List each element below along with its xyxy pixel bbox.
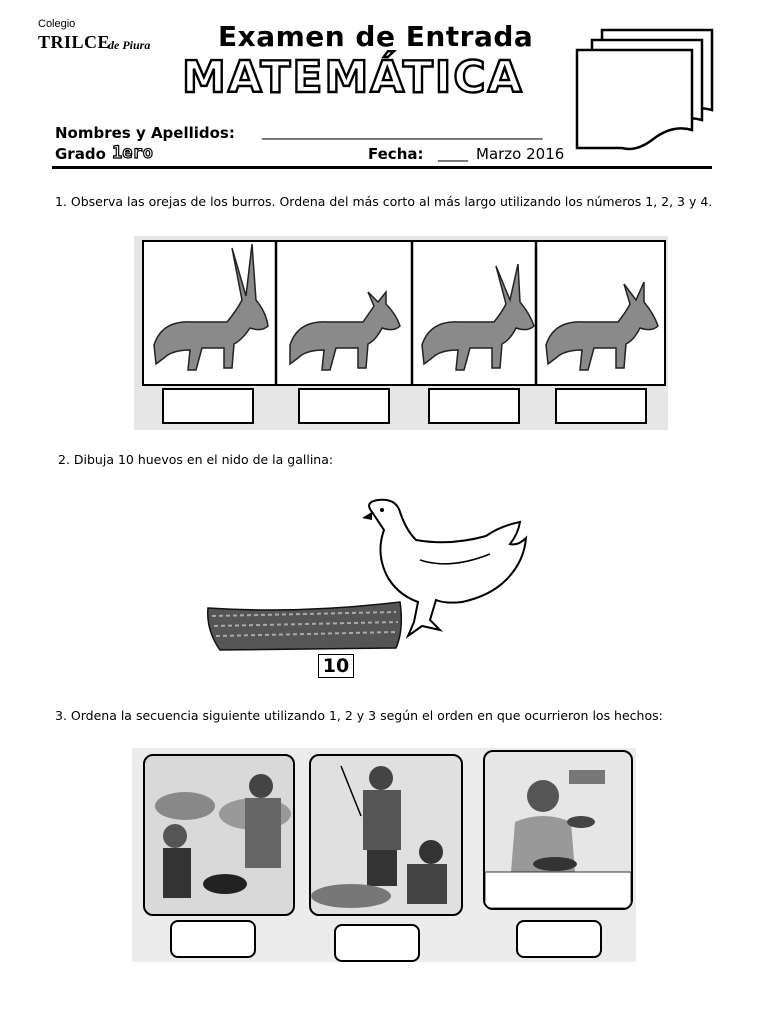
q3-answer-box-2[interactable] — [334, 924, 420, 962]
q3-panel-3 — [483, 750, 633, 910]
header-divider — [52, 166, 712, 169]
date-value: Marzo 2016 — [476, 145, 565, 163]
q1-answer-box-1[interactable] — [162, 388, 254, 424]
woman-serving-fish-icon — [485, 752, 631, 908]
question-3-text: 3. Ordena la secuencia siguiente utilizando 1, 2 y 3 según el orden en que ocurrieron los hechos: — [55, 708, 663, 723]
egg-count-box: 10 — [318, 654, 354, 678]
names-label: Nombres y Apellidos: — [55, 124, 235, 142]
hen-and-nest-illustration — [200, 490, 540, 660]
q3-panel-1 — [143, 754, 295, 916]
school-label: Colegio — [38, 18, 76, 30]
grade-value: 1ero — [112, 143, 153, 163]
question-2-text: 2. Dibuja 10 huevos en el nido de la gallina: — [58, 452, 334, 467]
grade-label: Grado — [55, 145, 106, 163]
fishing-scene-icon — [311, 756, 461, 914]
q3-panel-2 — [309, 754, 463, 916]
school-name: TRILCE — [38, 32, 111, 52]
donkey-short-ears-icon — [290, 292, 400, 370]
stacked-papers-icon — [572, 28, 722, 160]
names-blank[interactable]: ________________________________________ — [262, 122, 542, 140]
q1-answer-box-4[interactable] — [555, 388, 647, 424]
donkey-medium-ears-icon — [422, 264, 534, 370]
date-label: Fecha: — [368, 145, 424, 163]
nest-icon — [208, 602, 402, 650]
donkey-medium-short-ears-icon — [546, 282, 658, 370]
q1-answer-box-3[interactable] — [428, 388, 520, 424]
exam-title: Examen de Entrada — [218, 20, 534, 53]
subject-title: MATEMÁTICA — [182, 52, 524, 103]
q1-answer-box-2[interactable] — [298, 388, 390, 424]
donkey-illustrations — [142, 240, 667, 387]
q3-answer-box-3[interactable] — [516, 920, 602, 958]
children-with-basket-of-fish-icon — [145, 756, 293, 914]
q3-answer-box-1[interactable] — [170, 920, 256, 958]
date-blank[interactable]: ____ — [438, 144, 468, 162]
donkey-long-ears-icon — [154, 244, 268, 370]
question-1-text: 1. Observa las orejas de los burros. Ordena del más corto al más largo utilizando los números 1, 2, 3 y 4. — [55, 194, 713, 209]
school-city: de Piura — [108, 38, 151, 52]
